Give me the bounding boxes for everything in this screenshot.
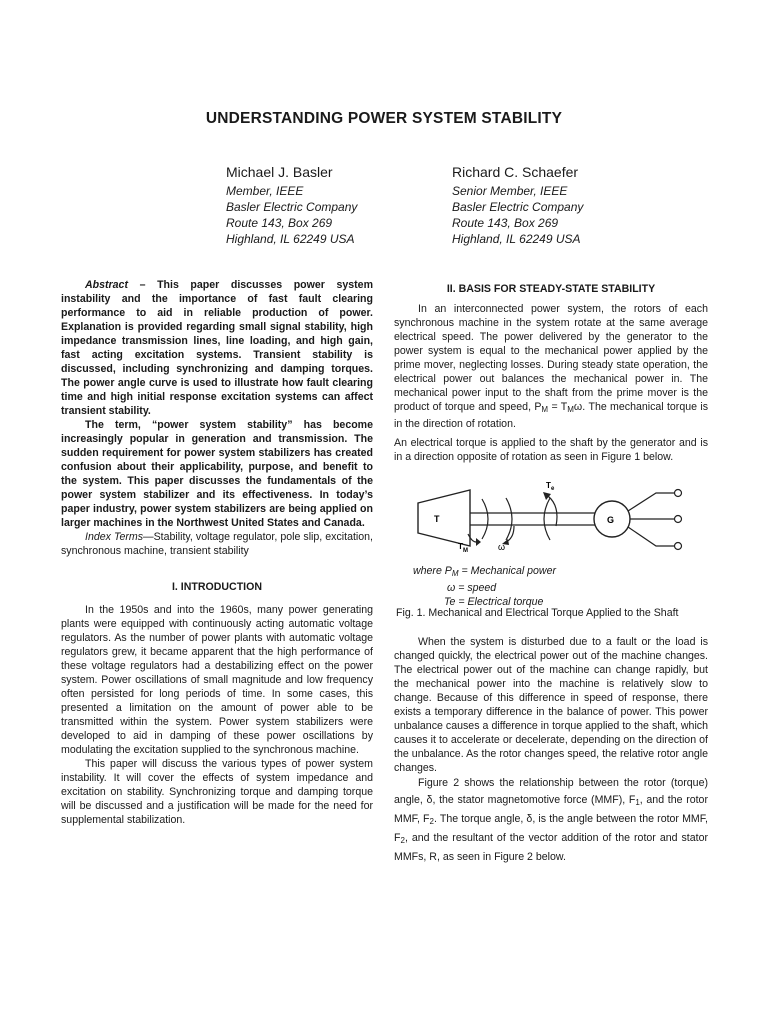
tm-label: T [458, 542, 463, 551]
basis-paragraph-2: An electrical torque is applied to the shaft by the generator and is in a direction opposite of rotation as seen in Figure 1 below. [394, 437, 708, 463]
arrow-icon [476, 538, 481, 546]
index-terms [61, 530, 373, 558]
turbine-shape [418, 490, 470, 546]
omega-label: ω [498, 542, 506, 552]
intro-paragraph-2: This paper will discuss the various types of power system instability. It will cover the effects of system impedance and excitation on stability. Synchronizing torque and damping torque will be discussed and a justification will be made for the need for supplemental stabilization. [61, 758, 373, 826]
author-name: Michael J. Basler [226, 164, 333, 180]
author-city: Highland, IL 62249 USA [452, 232, 581, 246]
figure-1-legend [413, 564, 713, 609]
abstract-paragraph: Abstract – This paper discusses power system instability and the importance of fast fault clearing performance to aid in reliable production of power. Explanation is provided regarding small signal stability, high impedance transmission lines, line loading, and high gain, fast acting excitation systems. Transient stability is discussed, including synchronizing and damping torques. The power angle curve is used to illustrate how fault clearing time and high initial response excitation systems can affect transient stability. [61, 279, 373, 417]
legend-line-torque: Te = Electrical torque [444, 596, 544, 608]
basis-paragraph-1: In an interconnected power system, the rotors of each synchronous machine in the system rotate at the same average electrical speed. The power delivered by the generator to the power system is equal to the mechanical power applied by the prime mover, neglecting losses. During steady state operation, the electrical power out balances the mechanical power in. The mechanical power input to the shaft from the prime mover is the product of torque and speed, $P_M = T_M\omega$. The mechanical torque is in the direction of rotation. [394, 303, 708, 430]
terminal-icon [675, 490, 682, 497]
figure-1 [410, 476, 710, 566]
author-company: Basler Electric Company [226, 200, 358, 214]
author-block-2 [452, 164, 583, 247]
author-membership: Senior Member, IEEE [452, 184, 568, 198]
author-block-1 [226, 164, 357, 247]
author-company: Basler Electric Company [452, 200, 584, 214]
author-city: Highland, IL 62249 USA [226, 232, 355, 246]
right-column-lower [394, 635, 708, 866]
left-column [61, 278, 373, 827]
te-subscript: e [551, 486, 555, 492]
figure-1-caption: Fig. 1. Mechanical and Electrical Torque Applied to the Shaft [396, 607, 679, 619]
legend-line-speed: ω = speed [447, 582, 497, 594]
turbine-generator-diagram [410, 476, 710, 566]
index-terms-text: —Stability, voltage regulator, pole slip, excitation, synchronous machine, transient stability [61, 531, 373, 557]
intro-paragraph-1: In the 1950s and into the 1960s, many power generating plants were equipped with continuously acting automatic voltage regulators. As the number of power plants with automatic voltage regulators grew, it became apparent that the high performance of these voltage regulators had a destabilizing effect on the power system. Power oscillations of small magnitude and low frequency often persisted for long periods of time. In some cases, this presented a limitation on the amount of power able to be transmitted within the system. Power system stabilizers were developed to aid in damping of these power oscillations by modulating the excitation supplied to the synchronous machine. [61, 604, 373, 756]
right-column [394, 282, 708, 464]
section-heading-introduction: I. INTRODUCTION [171, 581, 263, 593]
index-terms-label: Index Terms [85, 531, 144, 543]
basis-paragraph-4: Figure 2 shows the relationship between the rotor (torque) angle, δ, the stator magnetomotive force (MMF), $F_1$, and the rotor MMF, $F_2$. The torque angle, δ, is the angle between the rotor MMF, $F_2$, and the resultant of the vector addition of the rotor and stator MMFs, R, as seen in Figure 2 below. [394, 777, 708, 863]
author-address: Route 143, Box 269 [226, 216, 333, 230]
author-name: Richard C. Schaefer [452, 164, 579, 180]
author-membership: Member, IEEE [226, 184, 304, 198]
abstract-label: Abstract [85, 279, 128, 291]
legend-line-power: where $P_M$ = Mechanical power [413, 565, 557, 578]
paper-title: UNDERSTANDING POWER SYSTEM STABILITY [205, 110, 563, 127]
te-label: T [546, 481, 551, 490]
abstract-paragraph-2: The term, “power system stability” has become increasingly popular in generation and transmission. The sudden requirement for power system stabilizers has created confusion about their applicability, purpose, and benefit to the system. This paper discusses the fundamentals of the power system stabilizer and its effectiveness. In today’s paper industry, power system stabilizers are being applied on larger machines in the Northwest United States and Canada. [61, 419, 373, 529]
tm-subscript: M [463, 548, 468, 554]
abstract-text: This paper discusses power system instability and the importance of fast fault clearing performance to aid in reliable production of power. Explanation is provided regarding small signal stability, high impedance transmission lines, line loading, and high gain, fast acting excitation systems. Transient stability is discussed, including synchronizing and damping torques. The power angle curve is used to illustrate how fault clearing time and high initial response excitation systems can affect transient stability. [61, 279, 373, 417]
terminal-icon [675, 516, 682, 523]
author-address: Route 143, Box 269 [452, 216, 559, 230]
section-heading-basis: II. BASIS FOR STEADY-STATE STABILITY [446, 283, 656, 295]
basis-paragraph-3: When the system is disturbed due to a fault or the load is changed quickly, the electrical power out of the machine changes. The electrical power out of the machine can change rapidly, but the mechanical power into the machine is relatively slow to change. Because of this difference in speed of response, there exists a temporary difference in the balance of power. This power unbalance causes a difference in torque applied to the shaft, which causes it to accelerate or decelerate, depending on the direction of the unbalance. As the rotor changes speed, the relative rotor angle changes. [394, 636, 708, 774]
terminal-icon [675, 543, 682, 550]
generator-label: G [607, 515, 615, 525]
turbine-label: T [434, 514, 440, 524]
